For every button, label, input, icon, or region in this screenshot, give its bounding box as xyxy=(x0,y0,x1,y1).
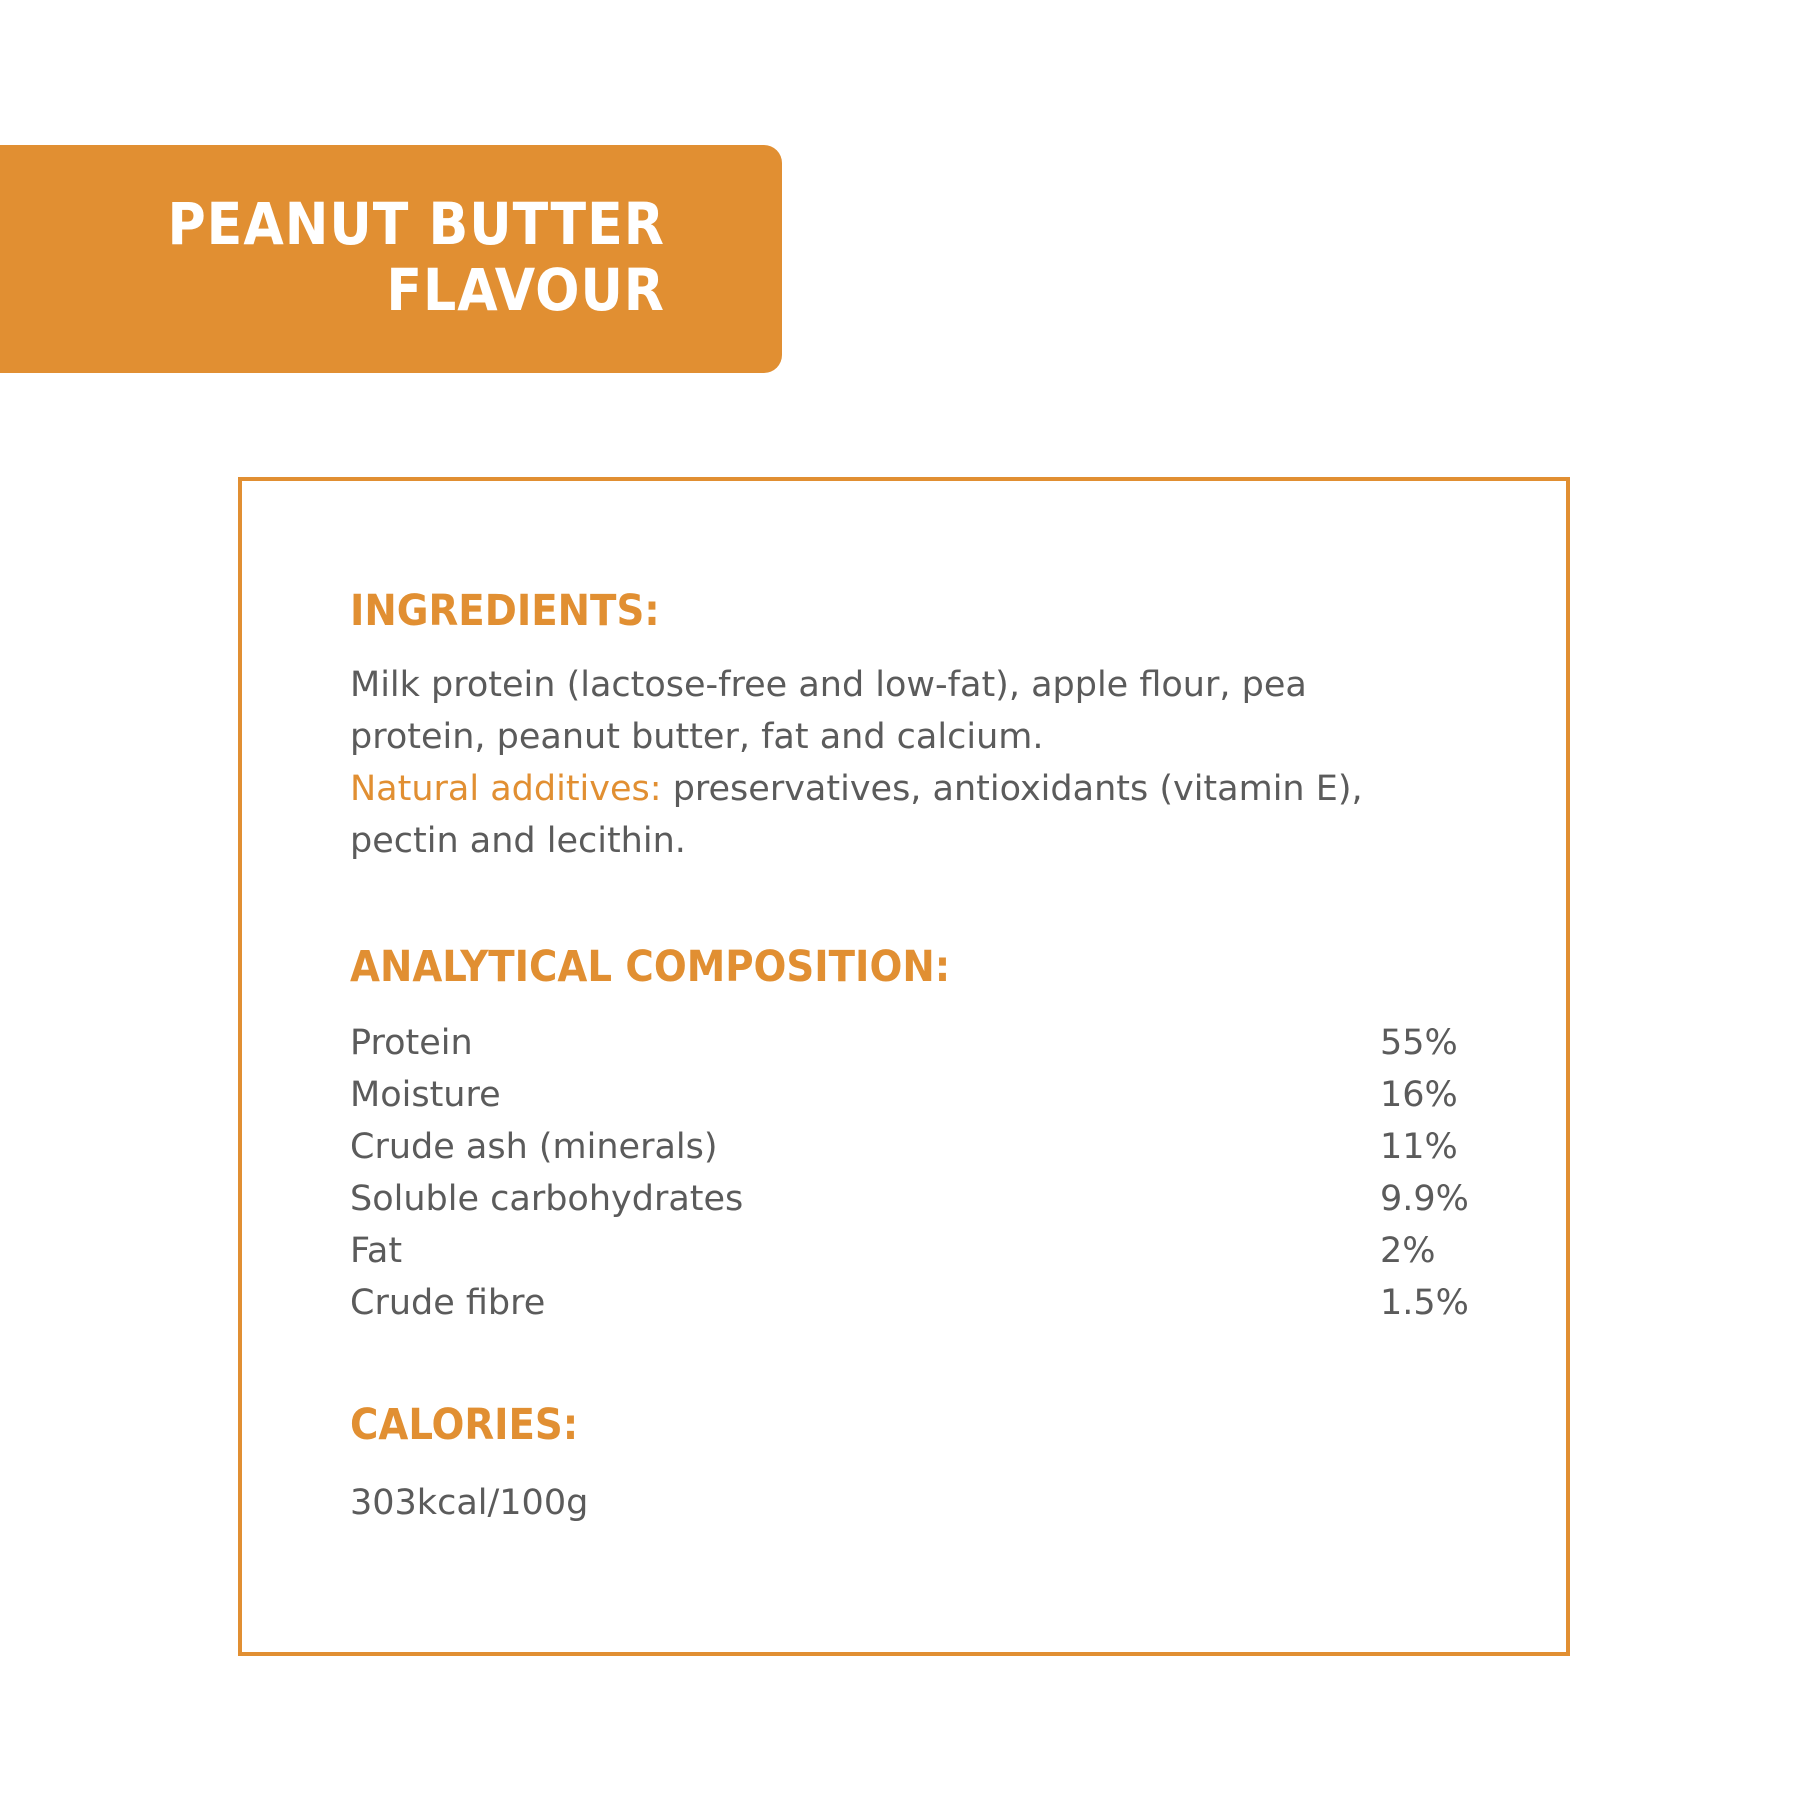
composition-row-fat xyxy=(350,1225,1480,1277)
ingredients-text xyxy=(350,659,1450,867)
composition-row-protein xyxy=(350,1017,1480,1069)
composition-value: 11% xyxy=(1380,1127,1458,1167)
composition-name: Moisture xyxy=(350,1075,501,1115)
flavour-title-line-2: FLAVOUR xyxy=(386,256,665,324)
ingredients-main-text: Milk protein (lactose-free and low-fat), apple flour, pea protein, peanut butter, fat and calcium. xyxy=(350,665,1307,757)
composition-value: 9.9% xyxy=(1380,1179,1469,1219)
composition-value: 16% xyxy=(1380,1075,1458,1115)
ingredients-heading: INGREDIENTS: xyxy=(350,586,660,636)
composition-name: Crude ash (minerals) xyxy=(350,1127,718,1167)
analytical-composition-list xyxy=(350,1017,1480,1329)
natural-additives-text: preservatives, antioxidants (vitamin E), pectin and lecithin. xyxy=(350,769,1363,861)
analytical-composition-heading: ANALYTICAL COMPOSITION: xyxy=(350,942,951,992)
composition-name: Soluble carbohydrates xyxy=(350,1179,744,1219)
natural-additives-label: Natural additives: xyxy=(350,769,662,809)
flavour-banner xyxy=(0,145,782,373)
calories-value: 303kcal/100g xyxy=(350,1483,589,1523)
calories-heading: CALORIES: xyxy=(350,1400,579,1450)
composition-name: Fat xyxy=(350,1231,403,1271)
product-info-box xyxy=(238,477,1570,1656)
composition-name: Protein xyxy=(350,1023,473,1063)
composition-value: 2% xyxy=(1380,1231,1436,1271)
flavour-title xyxy=(167,191,665,323)
composition-row-crude-ash xyxy=(350,1121,1480,1173)
composition-row-soluble-carbohydrates xyxy=(350,1173,1480,1225)
composition-row-moisture xyxy=(350,1069,1480,1121)
flavour-title-line-1: PEANUT BUTTER xyxy=(167,190,665,258)
composition-value: 55% xyxy=(1380,1023,1458,1063)
composition-row-crude-fibre xyxy=(350,1277,1480,1329)
composition-value: 1.5% xyxy=(1380,1283,1469,1323)
composition-name: Crude fibre xyxy=(350,1283,546,1323)
